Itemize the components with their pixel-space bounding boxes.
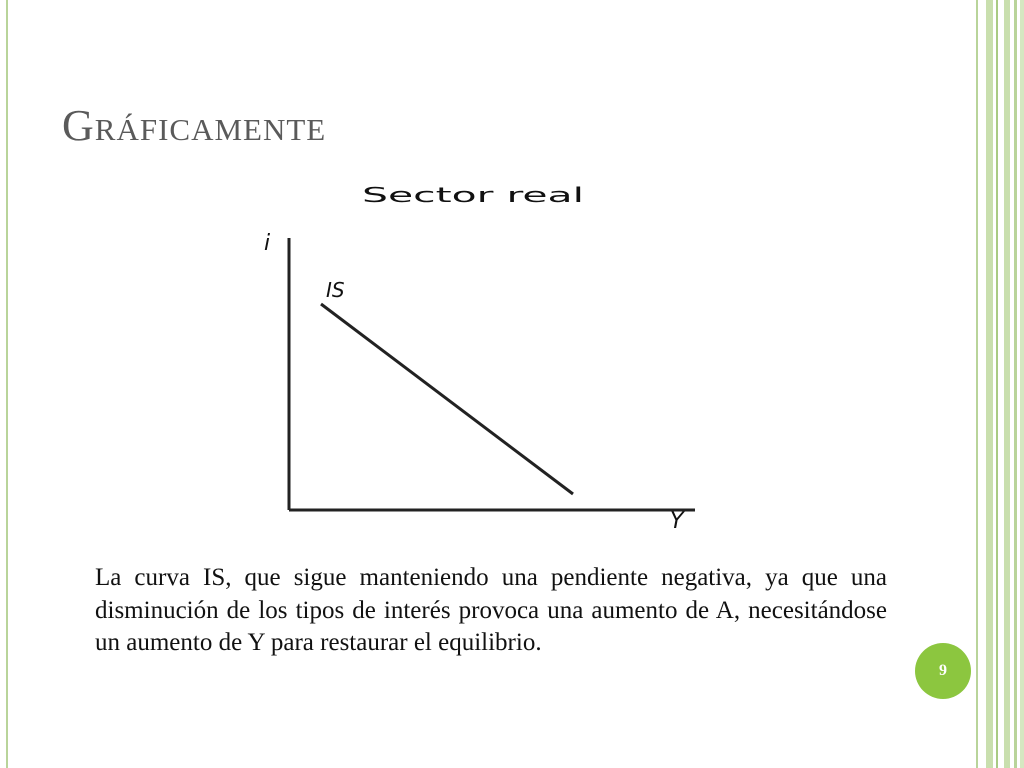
decorative-bar	[996, 0, 998, 768]
is-curve-diagram	[255, 170, 715, 540]
decorative-bar	[976, 0, 978, 768]
is-curve	[321, 304, 573, 494]
decorative-bar	[1020, 0, 1024, 768]
left-frame-line	[6, 0, 8, 768]
curve-label: IS	[326, 278, 345, 302]
diagram-svg	[255, 170, 715, 540]
diagram-title: Sector real	[362, 183, 584, 207]
page-number: 9	[939, 662, 947, 679]
x-axis-label: Y	[670, 509, 684, 534]
decorative-bar	[1004, 0, 1010, 768]
decorative-bar	[986, 0, 993, 768]
explanation-paragraph: La curva IS, que sigue manteniendo una pendiente negativa, ya que una disminución de los tipos de interés provoca una aumento de A, necesitándose un aumento de Y para restaurar el equilibrio.	[95, 564, 887, 656]
page-number-badge	[915, 643, 971, 699]
decorative-bar	[1014, 0, 1017, 768]
y-axis-label: i	[264, 231, 271, 256]
slide-title: Gráficamente	[62, 101, 327, 150]
right-decorative-bars	[976, 0, 1024, 768]
